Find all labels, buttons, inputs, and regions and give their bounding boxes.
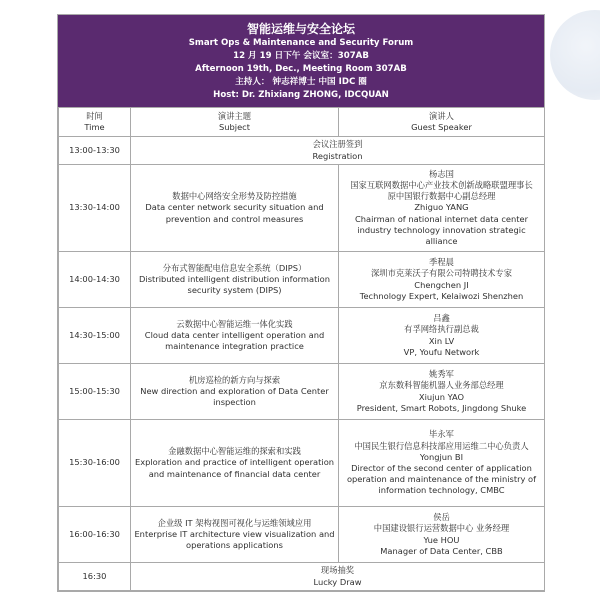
agenda-row xyxy=(59,420,545,507)
agenda-row xyxy=(59,165,545,252)
agenda-speaker-line: Director of the second center of application xyxy=(351,463,532,473)
agenda-speaker xyxy=(339,252,545,308)
agenda-subject-line: New direction and exploration of Data Center xyxy=(140,385,329,396)
agenda-time: 15:00-15:30 xyxy=(59,364,131,420)
agenda-time: 13:30-14:00 xyxy=(59,165,131,252)
agenda-speaker-line: 有孚网络执行副总裁 xyxy=(404,324,479,335)
forum-host-en: Host: Dr. Zhixiang ZHONG, IDCQUAN xyxy=(213,90,389,100)
forum-date-cn: 12 月 19 日下午 会议室：307AB xyxy=(233,51,369,61)
agenda-speaker-line: Chengchen JI xyxy=(414,279,469,290)
forum-title-cn: 智能运维与安全论坛 xyxy=(246,22,355,36)
header-subject-en: Subject xyxy=(218,122,251,132)
background-decoration xyxy=(550,10,600,100)
agenda-speaker-line: 毕永军 xyxy=(429,429,454,440)
agenda-subject-line: inspection xyxy=(213,397,256,408)
agenda-subject-line: operations applications xyxy=(186,540,283,551)
agenda-subject-line: 云数据中心智能运维一体化实践 xyxy=(176,318,293,329)
agenda-subject-line: prevention and control measures xyxy=(165,213,304,224)
agenda-speaker xyxy=(339,420,545,507)
agenda-merged-text: 现场抽奖 xyxy=(320,565,355,576)
header-speaker-cn: 演讲人 xyxy=(429,110,454,121)
forum-agenda xyxy=(57,14,545,592)
agenda-subject-line: Distributed intelligent distribution information xyxy=(139,273,330,284)
agenda-speaker-line: Yongjun BI xyxy=(419,451,464,462)
header-time-cn: 时间 xyxy=(86,110,103,121)
agenda-speaker-line: Manager of Data Center, CBB xyxy=(380,545,503,556)
agenda-subject-line: 数据中心网络安全形势及防控措施 xyxy=(172,191,297,202)
agenda-merged-text: 会议注册签到 xyxy=(312,139,363,150)
agenda-speaker-line: President, Smart Robots, Jingdong Shuke xyxy=(356,402,527,413)
agenda-time: 14:30-15:00 xyxy=(59,308,131,364)
agenda-speaker-line: 中国民生银行信息科技部应用运维二中心负责人 xyxy=(354,440,529,451)
agenda-subject-line: 金融数据中心智能运维的探索和实践 xyxy=(168,446,301,457)
agenda-speaker xyxy=(339,165,545,252)
header-speaker xyxy=(339,108,545,137)
header-speaker-en: Guest Speaker xyxy=(411,122,472,132)
agenda-table xyxy=(58,107,545,591)
agenda-speaker-line: Xin LV xyxy=(428,335,455,346)
agenda-speaker xyxy=(339,308,545,364)
agenda-speaker-line: 吕鑫 xyxy=(433,313,450,324)
agenda-subject-line: 企业级 IT 架构视图可视化与运维领域应用 xyxy=(157,517,312,528)
header-time-en: Time xyxy=(84,122,105,132)
agenda-row xyxy=(59,563,545,591)
header-time xyxy=(59,108,131,137)
agenda-time: 16:30 xyxy=(59,563,131,591)
agenda-speaker-line: 国家互联网数据中心产业技术创新战略联盟理事长 xyxy=(350,179,533,190)
agenda-row xyxy=(59,137,545,165)
agenda-row xyxy=(59,308,545,364)
agenda-subject-line: Enterprise IT architecture view visualization and xyxy=(134,528,335,539)
agenda-speaker-line: Chairman of national internet data center xyxy=(354,213,529,224)
agenda-subject xyxy=(131,165,339,252)
agenda-subject-line: Cloud data center intelligent operation and xyxy=(144,329,325,340)
agenda-speaker-line: 京东数科智能机器人业务部总经理 xyxy=(379,380,504,391)
agenda-subject xyxy=(131,420,339,507)
agenda-time: 15:30-16:00 xyxy=(59,420,131,507)
agenda-subject-line: 分布式智能配电信息安全系统（DIPS） xyxy=(162,262,307,273)
forum-date-en: Afternoon 19th, Dec., Meeting Room 307AB xyxy=(195,64,407,74)
header-subject-cn: 演讲主题 xyxy=(217,110,252,121)
agenda-speaker-line: industry technology innovation strategic alliance xyxy=(357,224,526,246)
agenda-speaker xyxy=(339,364,545,420)
agenda-subject xyxy=(131,507,339,563)
agenda-merged-text: Lucky Draw xyxy=(313,576,362,587)
agenda-speaker-line: 原中国银行数据中心副总经理 xyxy=(387,191,496,202)
agenda-subject-line: security system (DIPS) xyxy=(187,285,282,296)
agenda-speaker-line: VP, Youfu Network xyxy=(403,346,480,357)
agenda-merged-cell xyxy=(131,137,545,165)
agenda-speaker-line: 杨志国 xyxy=(429,168,454,179)
forum-title-en: Smart Ops & Maintenance and Security Forum xyxy=(188,38,414,48)
agenda-row xyxy=(59,252,545,308)
agenda-row xyxy=(59,364,545,420)
agenda-speaker-line: Yue HOU xyxy=(423,534,460,545)
agenda-time: 16:00-16:30 xyxy=(59,507,131,563)
agenda-speaker-line: Zhiguo YANG xyxy=(414,202,469,213)
agenda-subject-line: Data center network security situation and xyxy=(145,202,324,213)
agenda-speaker-line: operation and maintenance of the ministry of xyxy=(346,474,537,485)
agenda-time: 14:00-14:30 xyxy=(59,252,131,308)
agenda-subject-line: maintenance integration practice xyxy=(165,341,304,352)
agenda-subject-line: 机房巡检的新方向与探索 xyxy=(188,374,281,385)
agenda-speaker-line: Technology Expert, Kelaiwozi Shenzhen xyxy=(359,290,524,301)
agenda-speaker-line: 深圳市克莱沃子有限公司特聘技术专家 xyxy=(370,268,513,279)
agenda-subject-line: and maintenance of financial data center xyxy=(148,468,321,479)
agenda-row xyxy=(59,507,545,563)
agenda-speaker xyxy=(339,507,545,563)
agenda-subject xyxy=(131,364,339,420)
agenda-speaker-line: information technology, CMBC xyxy=(378,485,505,496)
agenda-merged-cell xyxy=(131,563,545,591)
agenda-speaker-line: 侯岳 xyxy=(433,512,450,523)
agenda-time: 13:00-13:30 xyxy=(59,137,131,165)
forum-banner xyxy=(58,15,544,107)
agenda-speaker-line: 姚秀军 xyxy=(429,369,454,380)
agenda-speaker-line: 中国建设银行运营数据中心 业务经理 xyxy=(373,523,510,534)
agenda-speaker-line: Xiujun YAO xyxy=(418,391,465,402)
agenda-subject-line: Exploration and practice of intelligent operation xyxy=(134,457,335,468)
agenda-header-row xyxy=(59,108,545,137)
agenda-subject xyxy=(131,252,339,308)
forum-host-cn: 主持人： 钟志祥博士 中国 IDC 圈 xyxy=(235,77,367,87)
agenda-subject xyxy=(131,308,339,364)
agenda-speaker-line: 季程晨 xyxy=(429,257,454,268)
agenda-merged-text: Registration xyxy=(312,150,363,161)
header-subject xyxy=(131,108,339,137)
